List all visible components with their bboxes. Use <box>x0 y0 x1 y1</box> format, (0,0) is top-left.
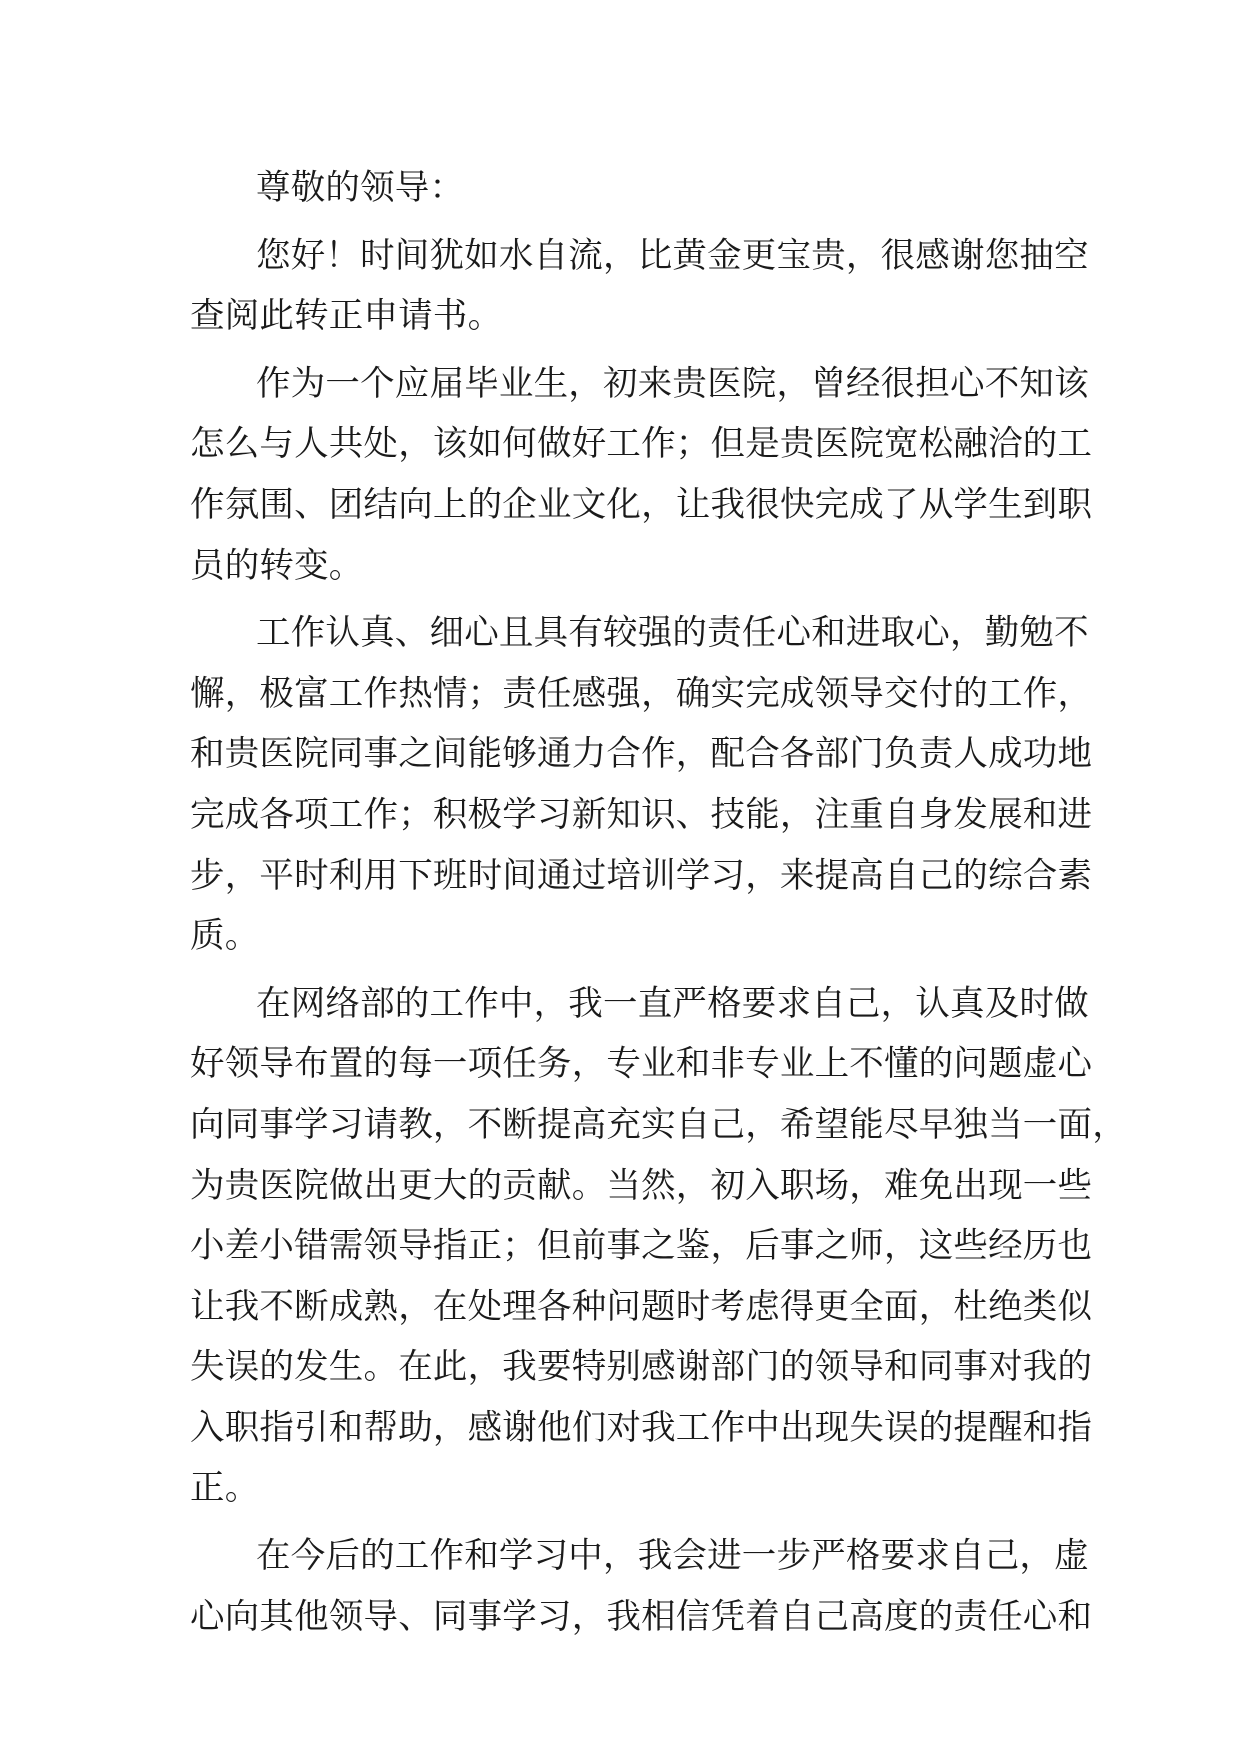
paragraph-line: 向同事学习请教，不断提高充实自己，希望能尽早独当一面， <box>190 1104 1127 1145</box>
paragraph-line: 让我不断成熟，在处理各种问题时考虑得更全面，杜绝类似 <box>190 1286 1093 1327</box>
paragraph-gap <box>190 596 1050 603</box>
paragraph-line: 失误的发生。在此，我要特别感谢部门的领导和同事对我的 <box>190 1347 1093 1388</box>
paragraph-introduction <box>190 354 1093 596</box>
paragraph-gap <box>190 1519 1050 1526</box>
paragraph-line: 您好！时间犹如水自流，比黄金更宝贵，很感谢您抽空 <box>256 235 1089 276</box>
paragraph-line: 小差小错需领导指正；但前事之鉴，后事之师，这些经历也 <box>190 1226 1093 1267</box>
paragraph-network-department <box>190 974 1127 1519</box>
paragraph-gap <box>190 347 1050 354</box>
paragraph-line: 怎么与人共处，该如何做好工作；但是贵医院宽松融洽的工 <box>190 424 1093 465</box>
paragraph-line: 正。 <box>190 1468 260 1509</box>
paragraph-line: 步，平时利用下班时间通过培训学习，来提高自己的综合素 <box>190 855 1093 896</box>
paragraph-line: 作为一个应届毕业生，初来贵医院，曾经很担心不知该 <box>256 363 1089 404</box>
paragraph-greeting <box>190 226 1089 347</box>
letter-body <box>190 158 1127 1647</box>
paragraph-line: 懈，极富工作热情；责任感强，确实完成领导交付的工作， <box>190 673 1093 714</box>
paragraph-line: 和贵医院同事之间能够通力合作，配合各部门负责人成功地 <box>190 734 1093 775</box>
paragraph-line: 员的转变。 <box>190 545 364 586</box>
paragraph-future-work <box>190 1526 1093 1647</box>
paragraph-work-attitude <box>190 603 1093 967</box>
paragraph-line: 完成各项工作；积极学习新知识、技能，注重自身发展和进 <box>190 794 1093 835</box>
paragraph-line: 心向其他领导、同事学习，我相信凭着自己高度的责任心和 <box>190 1596 1093 1637</box>
paragraph-gap <box>190 967 1050 974</box>
paragraph-line: 作氛围、团结向上的企业文化，让我很快完成了从学生到职 <box>190 484 1093 525</box>
paragraph-line: 查阅此转正申请书。 <box>190 296 503 337</box>
paragraph-line: 在今后的工作和学习中，我会进一步严格要求自己，虚 <box>256 1536 1089 1577</box>
paragraph-line: 工作认真、细心且具有较强的责任心和进取心，勤勉不 <box>256 613 1089 654</box>
paragraph-gap <box>190 219 1050 226</box>
paragraph-line: 在网络部的工作中，我一直严格要求自己，认真及时做 <box>256 983 1089 1024</box>
paragraph-line: 入职指引和帮助，感谢他们对我工作中出现失误的提醒和指 <box>190 1407 1093 1448</box>
paragraph-line: 为贵医院做出更大的贡献。当然，初入职场，难免出现一些 <box>190 1165 1093 1206</box>
paragraph-line: 质。 <box>190 916 260 957</box>
paragraph-line: 好领导布置的每一项任务，专业和非专业上不懂的问题虚心 <box>190 1044 1093 1085</box>
salutation: 尊敬的领导： <box>256 168 465 208</box>
